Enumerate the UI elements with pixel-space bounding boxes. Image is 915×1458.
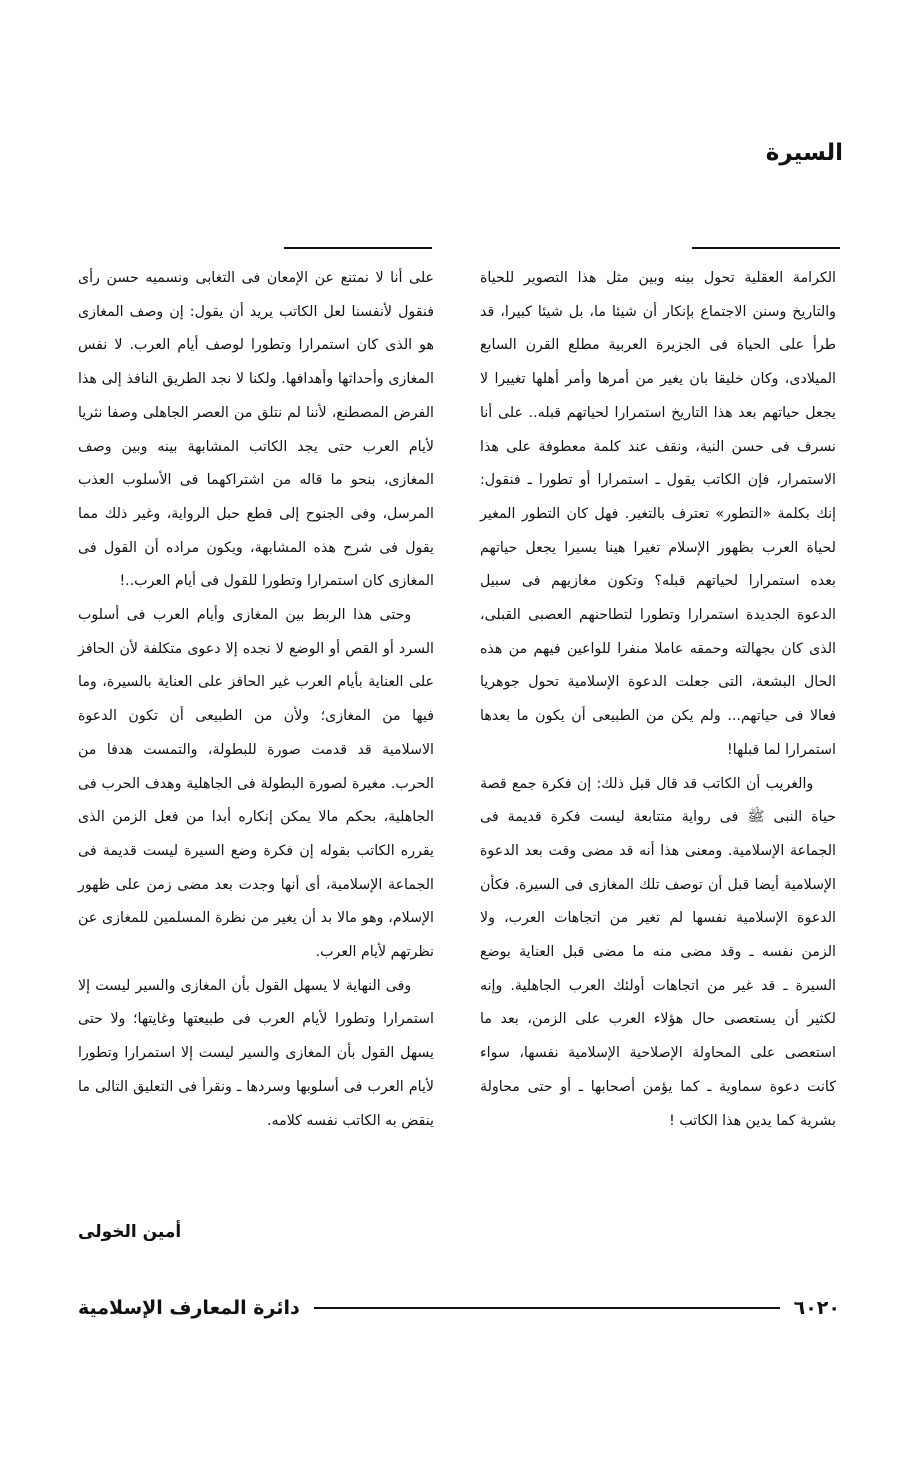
footer-rule bbox=[314, 1307, 780, 1309]
paragraph: الكرامة العقلية تحول بينه وبين مثل هذا التصوير للحياة والتاريخ وسنن الاجتماع بإنكار أن شيئا ما، بل شيئا كبيرا، قد طرأ على الحياة فى الجزيرة العربية مطلع القرن السابع الميلادى، وكان خليقا بان يغير من أمرها وأمر أهلها تغييرا لا يجعل حياتهم بعد هذا التاريخ استمرارا لحياتهم قبله.. على أنا نسرف فى حسن النية، ونقف عند كلمة معطوفة على هذا الاستمرار، فإن الكاتب يقول ـ استمرارا أو تطورا ـ فنقول: إنك بكلمة «التطور» تعترف بالتغير. فهل كان التطور المغير لحياة العرب بظهور الإسلام تغيرا هينا يسيرا يجعل حياتهم بعده استمرارا لحياتهم قبله؟ وتكون مغازيهم فى سبيل الدعوة الجديدة استمرارا وتطورا لتطاحنهم العصبى القبلى، الذى كان بجهالته وحمقه عاملا منفرا للواعين فيهم من هذه الحال البشعة، التى جعلت الدعوة الإسلامية تحول جوهريا فعالا فى حياتهم... ولم يكن من الطبيعى أن يكون ما بعدها استمرارا لما قبلها! bbox=[480, 270, 836, 758]
right-column-top-rule bbox=[692, 247, 840, 249]
paragraph: والغريب أن الكاتب قد قال قبل ذلك: إن فكرة جمع قصة حياة النبى ﷺ فى رواية متتابعة ليست فكرة قديمة فى الجماعة الإسلامية. ومعنى هذا أنه قد مضى وقت بعد الدعوة الإسلامية أيضا قبل أن توصف تلك المغازى فى السيرة. فكأن الدعوة الإسلامية نفسها لم تغير من اتجاهات العرب، ولا الزمن نفسه ـ وقد مضى منه ما مضى قبل العناية بوضع السيرة ـ قد غير من اتجاهات أولئك العرب الجاهلية. وإنه لكثير أن يستعصى حال هؤلاء العرب على الزمن، بعد ما استعصى على المحاولة الإصلاحية الإسلامية نفسها، سواء كانت دعوة سماوية ـ كما يؤمن أصحابها ـ أو حتى محاولة بشرية كما يدين هذا الكاتب ! bbox=[480, 775, 836, 1129]
running-head: السيرة bbox=[765, 140, 843, 166]
paragraph: وفى النهاية لا يسهل القول بأن المغازى والسير ليست إلا استمرارا وتطورا لأيام العرب فى طبيعتها وغايتها؛ ولا حتى يسهل القول بأن المغازى والسير ليست إلا استمرارا وتطورا لأيام العرب فى أسلوبها وسردها ـ ونقرأ فى التعليق التالى ما ينقض به الكاتب نفسه كلامه. bbox=[78, 977, 434, 1129]
page-footer bbox=[78, 1292, 840, 1324]
paragraph: على أنا لا نمتنع عن الإمعان فى التغابى ونسميه حسن رأى فنقول لأنفسنا لعل الكاتب يريد أن يقول: إن وصف المغازى هو الذى كان استمرارا وتطورا لوصف أيام العرب. لا نفس المغازى وأحداثها وأهدافها. ولكنا لا نجد الطريق النافذ إلى هذا الفرض المصطنع، لأننا لم نتلق من العصر الجاهلى وصفا نثريا لأيام العرب حتى يجد الكاتب المشابهة بينه وبين وصف المغازى، بنحو ما قاله من اشتراكهما فى الأسلوب العذب المرسل، وفى الجنوح إلى قطع حبل الرواية، وغير ذلك مما يقول فى شرح هذه المشابهة، ويكون مراده أن القول فى المغازى كان استمرارا وتطورا للقول فى أيام العرب..! bbox=[78, 270, 434, 590]
left-column bbox=[78, 262, 434, 1138]
right-column bbox=[480, 262, 836, 1138]
page-number: ٦٠٢٠ bbox=[793, 1297, 840, 1319]
author-signature: أمين الخولى bbox=[78, 1222, 182, 1242]
publication-title: دائرة المعارف الإسلامية bbox=[78, 1297, 300, 1319]
paragraph: وحتى هذا الربط بين المغازى وأيام العرب فى أسلوب السرد أو القص أو الوضع لا نجده إلا دعوى متكلفة لأن الحافز على العناية بأيام العرب غير الحافز على العناية بالسيرة، وما فيها من المغازى؛ ولأن من الطبيعى أن تكون الدعوة الاسلامية قد قدمت صورة للبطولة، والتمست هدفا من الحرب. مغيرة لصورة البطولة فى الجاهلية وهدف الحرب فى الجاهلية، بحكم مالا يمكن إنكاره أبدا من فعل الزمن الذى يقرره الكاتب بقوله إن فكرة وضع السيرة ليست قديمة فى الجماعة الإسلامية، أى أنها وجدت بعد مضى زمن على ظهور الإسلام، وهو مالا بد أن يغير من نظرة المسلمين للمغازى عن نظرتهم لأيام العرب. bbox=[78, 607, 434, 961]
left-column-top-rule bbox=[284, 247, 432, 249]
